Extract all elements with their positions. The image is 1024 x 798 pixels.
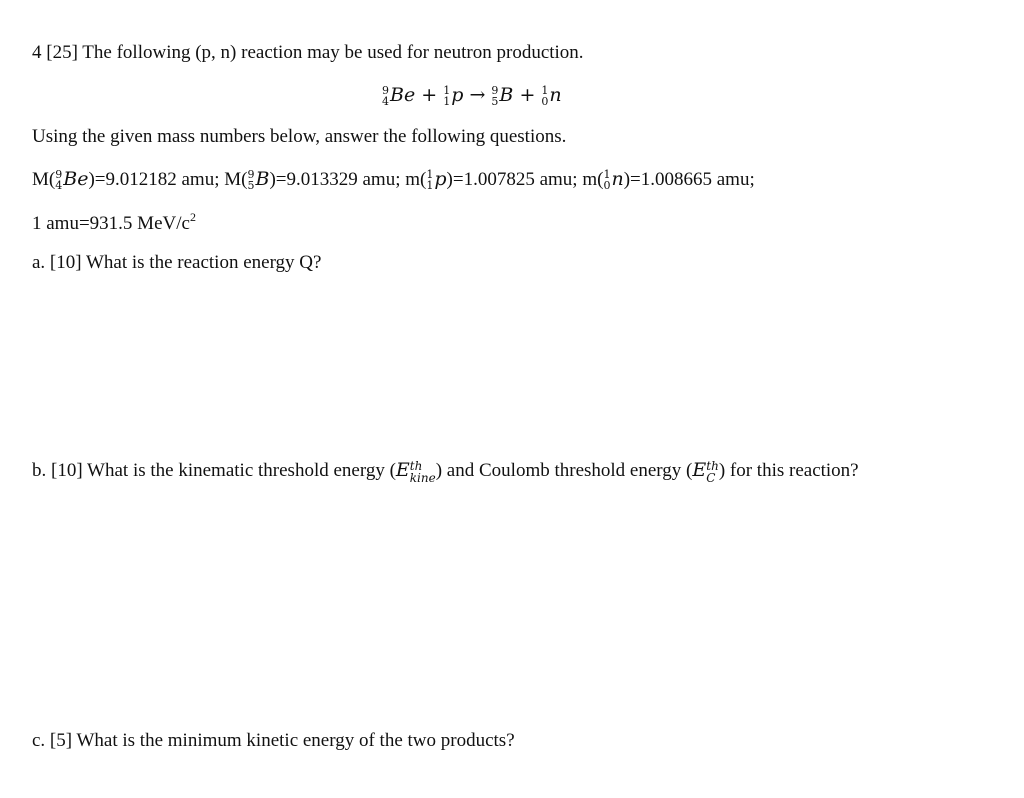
beryllium-nuclide: 9 4 Be (382, 84, 416, 108)
question-a: a. [10] What is the reaction energy Q? (32, 252, 322, 273)
conversion-factor: 1 amu=931.5 MeV/$c^2$ (32, 210, 196, 234)
neutron-nuclide: 1 0 n (541, 84, 562, 108)
reaction-equation: 9 4 Be + 1 1 p → 9 5 B + 1 0 n (382, 84, 562, 108)
reaction-arrow: → (469, 84, 486, 106)
mass-values: M( 9 4 Be)=9.012182 amu; M( 9 5 B)=9.013329 amu; m( 1 1 p)=1.007825 amu; m( 1 0 n)=1.008665 amu; (32, 168, 755, 192)
instruction-text: Using the given mass numbers below, answer the following questions. (32, 126, 567, 147)
question-c: c. [5] What is the minimum kinetic energy of the two products? (32, 730, 515, 751)
problem-intro: 4 [25] The following (p, n) reaction may be used for neutron production. (32, 42, 584, 63)
proton-nuclide: 1 1 p (443, 84, 464, 108)
boron-nuclide: 9 5 B (491, 84, 514, 108)
question-b: b. [10] What is the kinematic threshold energy (E th kine ) and Coulomb threshold energy (E th C ) for this reaction? (32, 458, 859, 485)
